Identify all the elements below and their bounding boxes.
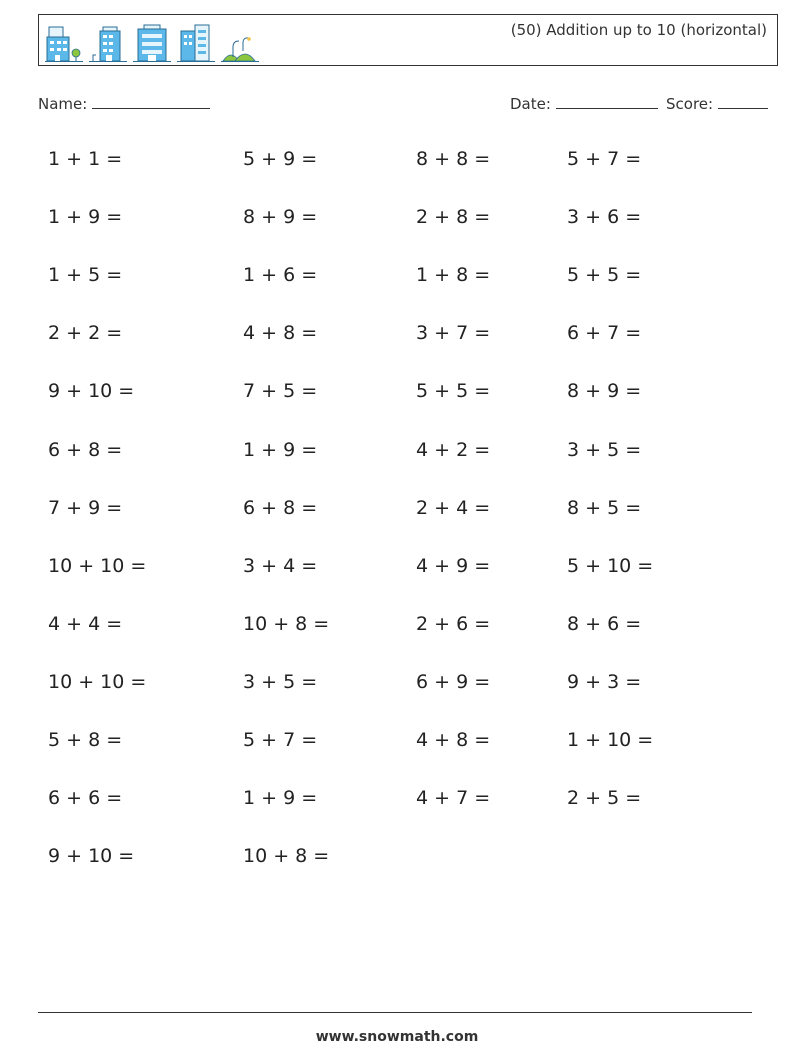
problem-12-4: 2 + 5 = bbox=[567, 787, 642, 810]
problem-4-4: 6 + 7 = bbox=[567, 322, 642, 345]
problem-9-1: 4 + 4 = bbox=[48, 612, 123, 635]
problem-7-3: 2 + 4 = bbox=[416, 496, 491, 519]
problem-7-1: 7 + 9 = bbox=[48, 496, 123, 519]
problem-6-2: 1 + 9 = bbox=[243, 438, 318, 461]
building-icon bbox=[89, 21, 127, 63]
problem-4-3: 3 + 7 = bbox=[416, 322, 491, 345]
problem-9-3: 2 + 6 = bbox=[416, 612, 491, 635]
problem-5-2: 7 + 5 = bbox=[243, 380, 318, 403]
problem-3-1: 1 + 5 = bbox=[48, 264, 123, 287]
park-icon bbox=[221, 21, 259, 63]
problem-9-4: 8 + 6 = bbox=[567, 612, 642, 635]
problem-2-2: 8 + 9 = bbox=[243, 206, 318, 229]
problem-1-4: 5 + 7 = bbox=[567, 148, 642, 170]
problem-2-3: 2 + 8 = bbox=[416, 206, 491, 229]
problem-4-2: 4 + 8 = bbox=[243, 322, 318, 345]
problem-10-1: 10 + 10 = bbox=[48, 670, 147, 693]
date-field bbox=[510, 94, 658, 113]
problem-3-2: 1 + 6 = bbox=[243, 264, 318, 287]
problem-4-1: 2 + 2 = bbox=[48, 322, 123, 345]
problem-11-2: 5 + 7 = bbox=[243, 729, 318, 751]
problem-5-1: 9 + 10 = bbox=[48, 380, 135, 403]
problem-9-2: 10 + 8 = bbox=[243, 612, 330, 635]
problem-2-1: 1 + 9 = bbox=[48, 206, 123, 229]
problem-13-1: 9 + 10 = bbox=[48, 845, 135, 868]
score-field bbox=[666, 94, 768, 113]
footer-website: www.snowmath.com bbox=[315, 1029, 479, 1045]
problem-6-4: 3 + 5 = bbox=[567, 438, 642, 461]
header-icons bbox=[45, 21, 259, 63]
worksheet-title: (50) Addition up to 10 (horizontal) bbox=[510, 21, 767, 39]
building-icon bbox=[177, 21, 215, 63]
problem-12-3: 4 + 7 = bbox=[416, 787, 491, 810]
problem-8-3: 4 + 9 = bbox=[416, 554, 491, 577]
problem-12-1: 6 + 6 = bbox=[48, 787, 123, 810]
problem-7-2: 6 + 8 = bbox=[243, 496, 318, 519]
problem-13-2: 10 + 8 = bbox=[243, 845, 330, 868]
problem-7-4: 8 + 5 = bbox=[567, 496, 642, 519]
problem-6-1: 6 + 8 = bbox=[48, 438, 123, 461]
problem-1-2: 5 + 9 = bbox=[243, 148, 318, 170]
problem-3-4: 5 + 5 = bbox=[567, 264, 642, 287]
problem-5-3: 5 + 5 = bbox=[416, 380, 491, 403]
building-icon bbox=[45, 21, 83, 63]
name-line[interactable] bbox=[92, 94, 210, 109]
name-field bbox=[38, 94, 210, 113]
footer-rule bbox=[38, 1012, 752, 1013]
problem-5-4: 8 + 9 = bbox=[567, 380, 642, 403]
score-label: Score: bbox=[666, 95, 714, 113]
problem-8-2: 3 + 4 = bbox=[243, 554, 318, 577]
problem-2-4: 3 + 6 = bbox=[567, 206, 642, 229]
problem-1-1: 1 + 1 = bbox=[48, 148, 123, 170]
problem-1-3: 8 + 8 = bbox=[416, 148, 491, 170]
problem-10-4: 9 + 3 = bbox=[567, 670, 642, 693]
score-line[interactable] bbox=[718, 94, 768, 109]
problem-11-3: 4 + 8 = bbox=[416, 729, 491, 751]
problem-10-3: 6 + 9 = bbox=[416, 670, 491, 693]
date-line[interactable] bbox=[556, 94, 658, 109]
worksheet-header bbox=[38, 14, 778, 66]
problem-11-4: 1 + 10 = bbox=[567, 729, 654, 751]
problem-3-3: 1 + 8 = bbox=[416, 264, 491, 287]
problem-11-1: 5 + 8 = bbox=[48, 729, 123, 751]
building-icon bbox=[133, 21, 171, 63]
name-label: Name: bbox=[38, 95, 88, 113]
problem-6-3: 4 + 2 = bbox=[416, 438, 491, 461]
problem-12-2: 1 + 9 = bbox=[243, 787, 318, 810]
problem-8-4: 5 + 10 = bbox=[567, 554, 654, 577]
problem-8-1: 10 + 10 = bbox=[48, 554, 147, 577]
problem-10-2: 3 + 5 = bbox=[243, 670, 318, 693]
date-label: Date: bbox=[510, 95, 551, 113]
